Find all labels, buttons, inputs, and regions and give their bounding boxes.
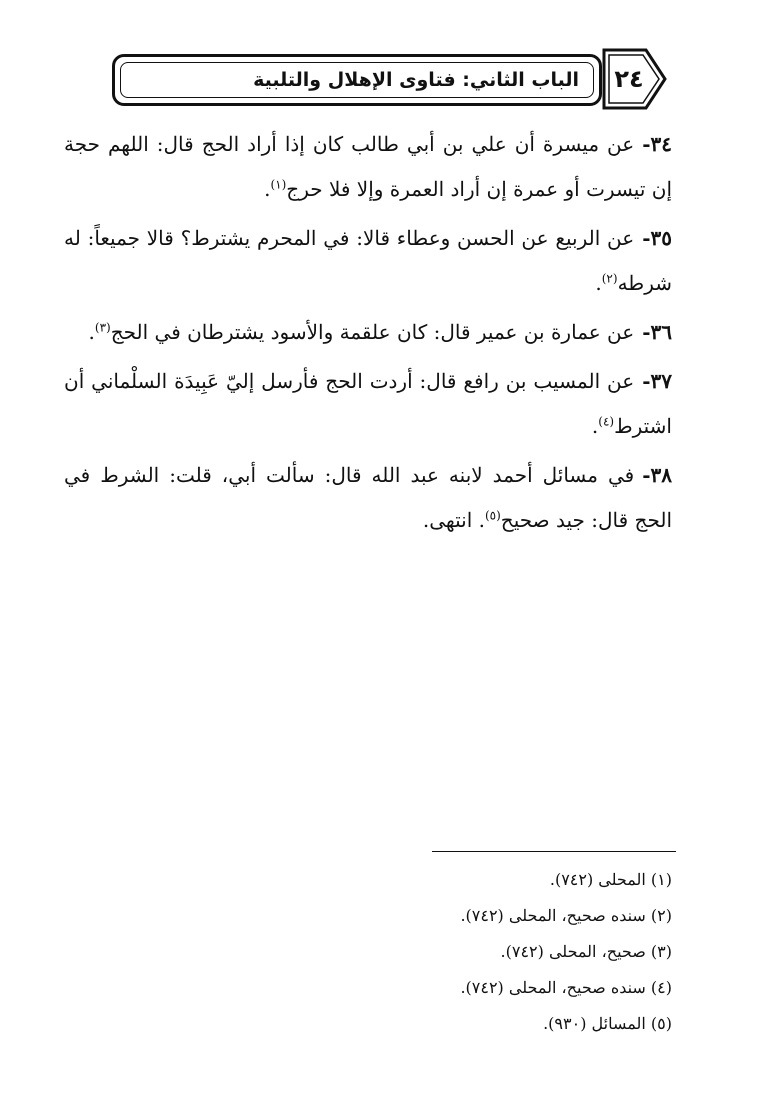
item-text: في مسائل أحمد لابنه عبد الله قال: سألت أبي، قلت: الشرط في الحج قال: جيد صحيح (64, 463, 672, 532)
footnote-ref: (٤) (598, 414, 615, 429)
item-end: . (591, 414, 599, 438)
footnote: (٤) سنده صحيح، المحلى (٧٤٢). (460, 978, 672, 997)
item-text: عن ميسرة أن علي بن أبي طالب كان إذا أراد الحج قال: اللهم حجة إن تيسرت أو عمرة إن أراد العمرة وإلا فلا حرج (64, 132, 672, 201)
chapter-title: الباب الثاني: فتاوى الإهلال والتلبية (253, 69, 579, 91)
footnote-divider (432, 851, 676, 852)
fatwa-item (64, 122, 672, 212)
item-text: عن الربيع عن الحسن وعطاء قالا: في المحرم يشترط؟ قالا جميعاً: له شرطه (64, 226, 672, 295)
footnote-ref: (٢) (601, 271, 618, 286)
item-end: . (88, 320, 95, 344)
footnote: (١) المحلى (٧٤٢). (549, 870, 672, 889)
fatwa-item (64, 453, 672, 543)
item-number: ٣٤- (642, 132, 672, 156)
footnote-ref: (٣) (94, 320, 111, 335)
footnote-ref: (٥) (484, 508, 501, 523)
page-number-badge (602, 48, 666, 110)
header-frame (112, 54, 602, 106)
footnote-ref: (١) (270, 177, 287, 192)
footnote: (٣) صحيح، المحلى (٧٤٢). (500, 942, 672, 961)
footnotes (92, 862, 672, 1042)
item-number: ٣٥- (642, 226, 672, 250)
footnote: (٢) سنده صحيح، المحلى (٧٤٢). (460, 906, 672, 925)
footnote: (٥) المسائل (٩٣٠). (543, 1014, 672, 1033)
item-number: ٣٧- (642, 369, 673, 393)
item-number: ٣٨- (642, 463, 672, 487)
fatwa-item (64, 310, 672, 355)
item-end: . (264, 177, 271, 201)
fatwa-item (64, 359, 672, 449)
item-text: عن المسيب بن رافع قال: أردت الحج فأرسل إليّ عَبِيدَة السلْماني أن اشترط (64, 369, 672, 438)
page-number: ٢٤ (614, 65, 644, 93)
chapter-header (112, 54, 602, 106)
item-end: . انتهى. (422, 508, 485, 532)
main-text (64, 122, 672, 547)
header-inner-frame (120, 62, 594, 98)
fatwa-item (64, 216, 672, 306)
item-number: ٣٦- (642, 320, 672, 344)
item-text: عن عمارة بن عمير قال: كان علقمة والأسود يشترطان في الحج (110, 320, 635, 344)
item-end: . (595, 271, 602, 295)
